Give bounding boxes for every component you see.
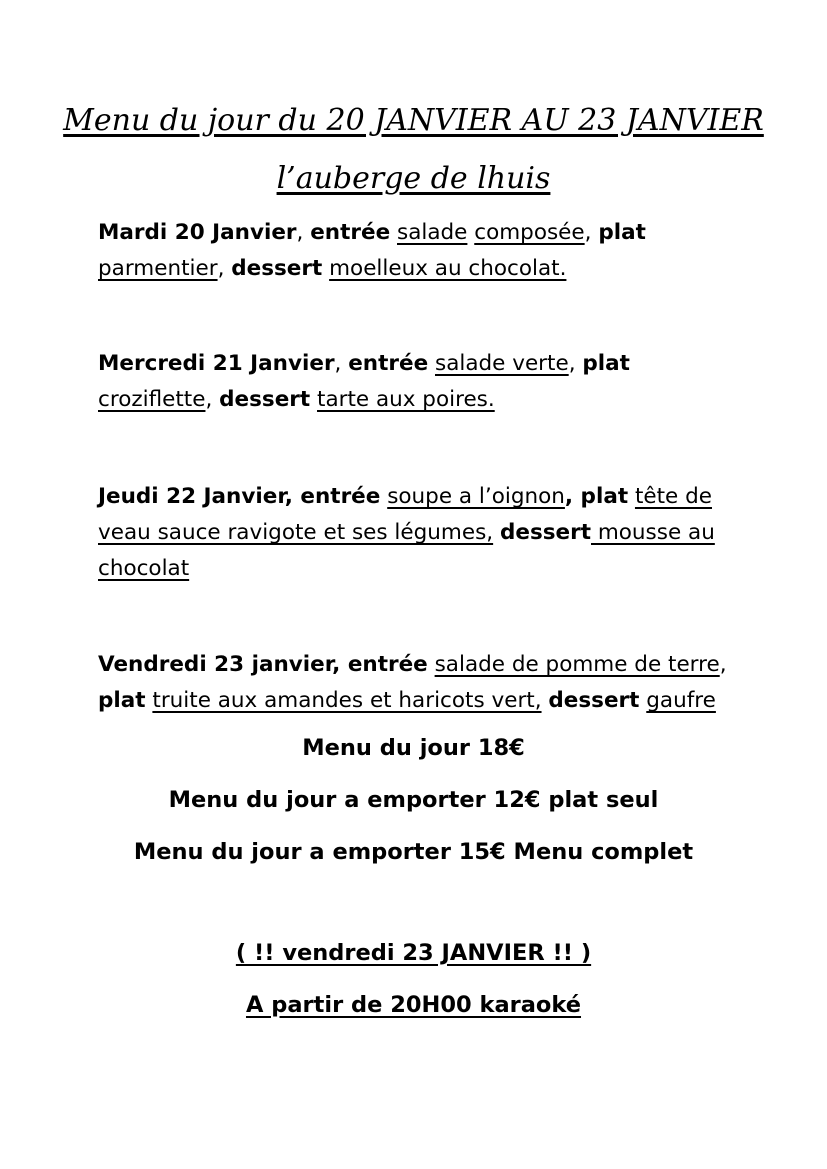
plat-dish: croziflette xyxy=(98,387,206,412)
day-thursday xyxy=(98,479,738,587)
entree-label: entrée xyxy=(348,351,429,376)
entree-dish: salade xyxy=(397,220,468,245)
day-wednesday: Mercredi 21 Janvier, entrée salade verte, plat croziflette, dessert tarte aux poires. xyxy=(98,351,630,412)
day-label: Jeudi 22 Janvier, entrée xyxy=(98,484,381,509)
price-emporter-complet: Menu du jour a emporter 15€ Menu complet xyxy=(133,839,694,865)
dessert-label: dessert xyxy=(219,387,311,412)
entree-dish: composée xyxy=(474,220,585,245)
day-friday: Vendredi 23 janvier, entrée salade de pomme de terre, plat truite aux amandes et haricots vert, dessert gaufre xyxy=(98,652,727,713)
plat-dish: tête de veau sauce ravigote et ses légumes, xyxy=(98,484,712,545)
entree-label: entrée xyxy=(310,220,391,245)
price-emporter-plat: Menu du jour a emporter 12€ plat seul xyxy=(168,787,659,813)
entree-dish: salade de pomme de terre xyxy=(434,652,720,677)
plat-label: , plat xyxy=(564,484,629,509)
day-label: Vendredi 23 janvier, entrée xyxy=(98,652,428,677)
plat-dish: truite aux amandes et haricots vert, xyxy=(152,688,542,713)
plat-label: plat xyxy=(598,220,646,245)
entree-dish: soupe a l’oignon xyxy=(387,484,565,509)
event-karaoke: A partir de 20H00 karaoké xyxy=(245,992,582,1018)
dessert-label: dessert xyxy=(499,520,591,545)
event-date: ( !! vendredi 23 JANVIER !! ) xyxy=(235,940,592,966)
dessert-dish: moelleux au chocolat. xyxy=(329,256,567,281)
day-tuesday: Mardi 20 Janvier, entrée salade composée, plat parmentier, dessert moelleux au chocolat. xyxy=(98,220,646,281)
dessert-label: dessert xyxy=(548,688,640,713)
entree-dish: salade verte xyxy=(435,351,569,376)
dessert-label: dessert xyxy=(231,256,323,281)
plat-dish: parmentier xyxy=(98,256,218,281)
dessert-dish: gaufre xyxy=(646,688,716,713)
plat-label: plat xyxy=(98,688,146,713)
dessert-dish: tarte aux poires. xyxy=(317,387,495,412)
dessert-dish: mousse au chocolat xyxy=(98,520,715,581)
day-label: Mercredi 21 Janvier xyxy=(98,351,335,376)
price-menu-du-jour: Menu du jour 18€ xyxy=(302,735,525,761)
plat-label: plat xyxy=(582,351,630,376)
page-title: Menu du jour du 20 JANVIER AU 23 JANVIER l’auberge de lhuis xyxy=(63,103,764,196)
day-label: Mardi 20 Janvier xyxy=(98,220,297,245)
